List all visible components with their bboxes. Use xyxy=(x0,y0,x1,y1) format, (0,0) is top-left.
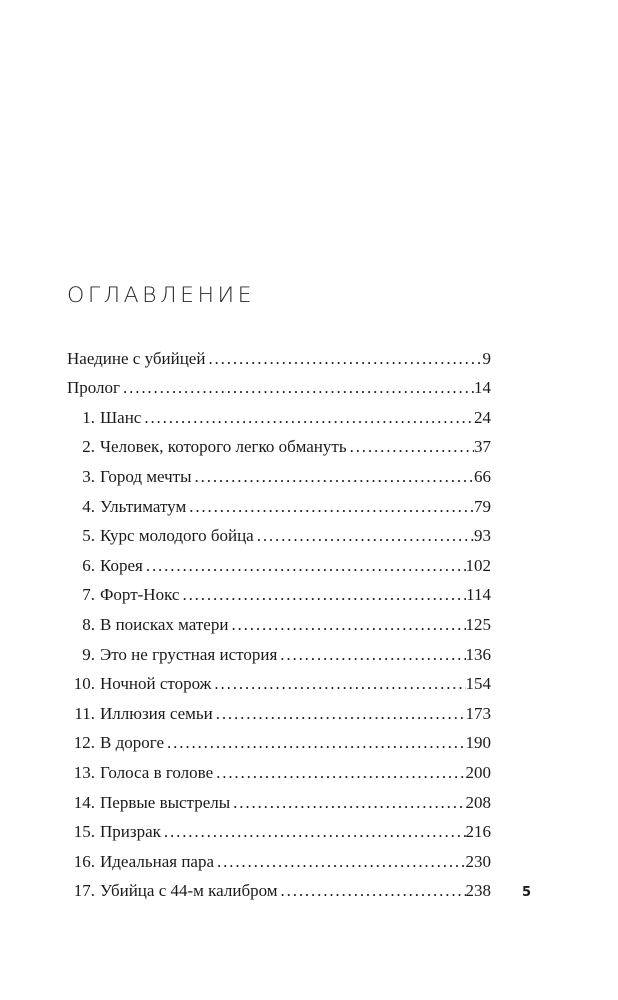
chapter-page-number: 136 xyxy=(465,644,491,664)
chapter-number: 11. xyxy=(74,703,95,723)
toc-entry xyxy=(67,724,491,754)
chapter-title: Голоса в голове xyxy=(100,762,214,782)
table-of-contents xyxy=(67,339,491,901)
chapter-page-number: 102 xyxy=(465,555,491,575)
chapter-title: В поисках матери xyxy=(100,614,229,634)
chapter-number: 2. xyxy=(82,437,95,457)
chapter-page-number: 154 xyxy=(465,674,491,694)
dot-leader xyxy=(278,881,466,901)
chapter-page-number: 230 xyxy=(465,851,491,871)
dot-leader xyxy=(228,615,465,635)
chapter-number: 13. xyxy=(73,762,95,782)
chapter-number: 17. xyxy=(73,881,95,901)
toc-entry xyxy=(67,517,491,547)
chapter-page-number: 190 xyxy=(465,733,491,753)
dot-leader xyxy=(179,585,466,605)
toc-entry xyxy=(67,576,491,606)
toc-entry xyxy=(67,842,491,872)
dot-leader xyxy=(205,349,482,369)
dot-leader xyxy=(120,378,474,398)
dot-leader xyxy=(192,467,474,487)
chapter-number: 16. xyxy=(73,851,95,871)
chapter-number: 3. xyxy=(82,466,95,486)
chapter-number: 1. xyxy=(82,407,95,427)
chapter-page-number: 79 xyxy=(474,496,491,516)
toc-entry xyxy=(67,546,491,576)
chapter-title: Шанс xyxy=(100,407,142,427)
chapter-title: Это не грустная история xyxy=(100,644,278,664)
chapter-number: 12. xyxy=(73,733,95,753)
toc-entry xyxy=(67,783,491,813)
chapter-title: Первые выстрелы xyxy=(100,792,231,812)
toc-entry xyxy=(67,369,491,399)
chapter-page-number: 114 xyxy=(466,585,491,605)
dot-leader xyxy=(186,497,474,517)
page-number: 5 xyxy=(522,885,532,900)
chapter-number: 10. xyxy=(73,674,95,694)
toc-entry xyxy=(67,457,491,487)
toc-entry xyxy=(67,635,491,665)
dot-leader xyxy=(347,437,474,457)
chapter-page-number: 93 xyxy=(474,526,491,546)
chapter-page-number: 216 xyxy=(465,822,491,842)
chapter-title: Иллюзия семьи xyxy=(100,703,213,723)
dot-leader xyxy=(230,793,465,813)
chapter-title: Форт-Нокс xyxy=(100,585,180,605)
chapter-number: 7. xyxy=(82,585,95,605)
dot-leader xyxy=(213,763,465,783)
chapter-page-number: 9 xyxy=(482,348,491,368)
chapter-title: Идеальная пара xyxy=(100,851,215,871)
dot-leader xyxy=(164,733,465,753)
chapter-number: 15. xyxy=(73,822,95,842)
dot-leader xyxy=(141,408,474,428)
chapter-title: В дороге xyxy=(100,733,165,753)
toc-entry xyxy=(67,428,491,458)
toc-entry xyxy=(67,753,491,783)
chapter-title: Призрак xyxy=(100,822,161,842)
toc-entry xyxy=(67,605,491,635)
chapter-page-number: 200 xyxy=(465,762,491,782)
toc-entry xyxy=(67,813,491,843)
chapter-title: Ультиматум xyxy=(100,496,187,516)
chapter-number: 8. xyxy=(82,614,95,634)
chapter-title: Наедине с убийцей xyxy=(67,348,206,368)
dot-leader xyxy=(277,645,465,665)
chapter-number: 9. xyxy=(82,644,95,664)
chapter-number: 6. xyxy=(82,555,95,575)
dot-leader xyxy=(254,526,474,546)
dot-leader xyxy=(214,852,465,872)
chapter-title: Корея xyxy=(100,555,143,575)
toc-entry xyxy=(67,339,491,369)
chapter-title: Убийца с 44-м калибром xyxy=(100,881,278,901)
dot-leader xyxy=(213,704,466,724)
chapter-number: 4. xyxy=(82,496,95,516)
chapter-title: Курс молодого бойца xyxy=(100,526,254,546)
chapter-page-number: 24 xyxy=(474,407,491,427)
dot-leader xyxy=(161,822,466,842)
chapter-number: 14. xyxy=(73,792,95,812)
chapter-title: Город мечты xyxy=(100,466,192,486)
toc-entry xyxy=(67,694,491,724)
chapter-title: Ночной сторож xyxy=(100,674,212,694)
chapter-title: Пролог xyxy=(67,378,121,398)
chapter-page-number: 238 xyxy=(465,881,491,901)
dot-leader xyxy=(143,556,466,576)
chapter-page-number: 208 xyxy=(465,792,491,812)
chapter-title: Человек, которого легко обмануть xyxy=(100,437,347,457)
dot-leader xyxy=(211,674,465,694)
chapter-page-number: 173 xyxy=(465,703,491,723)
chapter-number: 5. xyxy=(82,526,95,546)
page-title: ОГЛАВЛЕНИЕ xyxy=(67,284,256,308)
chapter-page-number: 125 xyxy=(465,614,491,634)
chapter-page-number: 37 xyxy=(474,437,491,457)
toc-entry xyxy=(67,398,491,428)
toc-entry xyxy=(67,487,491,517)
toc-entry xyxy=(67,872,491,902)
toc-entry xyxy=(67,665,491,695)
chapter-page-number: 14 xyxy=(474,378,491,398)
chapter-page-number: 66 xyxy=(474,466,491,486)
